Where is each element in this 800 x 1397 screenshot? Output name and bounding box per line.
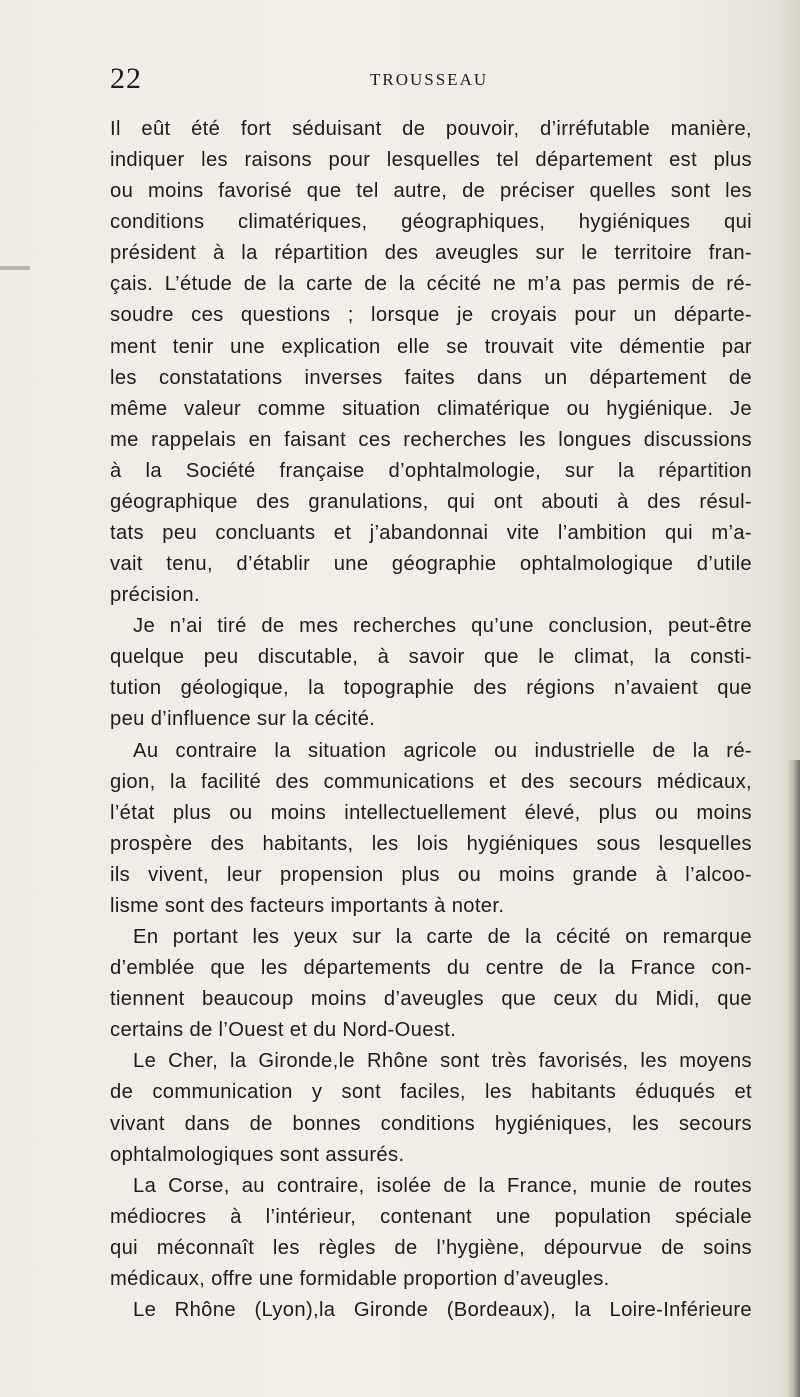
text-line: médiocres à l’intérieur, contenant une population spéciale <box>110 1205 752 1228</box>
text-line: certains de l’Ouest et du Nord-Ouest. <box>110 1019 457 1042</box>
text-line: soudre ces questions ; lorsque je croyais pour un départe- <box>110 304 752 327</box>
text-line: tution géologique, la topographie des régions n’avaient que <box>110 677 752 700</box>
text-line: vait tenu, d’établir une géographie ophtalmologique d’utile <box>110 553 752 576</box>
text-line: çais. L’étude de la carte de la cécité ne m’a pas permis de ré- <box>110 273 752 296</box>
text-line: même valeur comme situation climatérique ou hygiénique. Je <box>110 397 752 420</box>
text-line: l’état plus ou moins intellectuellement élevé, plus ou moins <box>110 801 752 824</box>
text-line: vivant dans de bonnes conditions hygiéniques, les secours <box>110 1112 752 1135</box>
running-head: TROUSSEAU <box>370 70 489 89</box>
text-line: président à la répartition des aveugles sur le territoire fran- <box>110 242 752 265</box>
text-line: ils vivent, leur propension plus ou moins grande à l’alcoo- <box>110 863 752 886</box>
text-line: ophtalmologiques sont assurés. <box>110 1143 405 1166</box>
text-line: me rappelais en faisant ces recherches les longues discussions <box>110 428 752 451</box>
text-line: tats peu concluants et j’abandonnai vite l’ambition qui m’a- <box>110 522 752 545</box>
text-line: peu d’influence sur la cécité. <box>110 708 376 731</box>
text-line: de communication y sont faciles, les habitants éduqués et <box>110 1081 752 1104</box>
text-line: En portant les yeux sur la carte de la cécité on remarque <box>133 926 752 949</box>
page-header <box>110 62 710 102</box>
text-line: quelque peu discutable, à savoir que le climat, la consti- <box>110 646 752 669</box>
text-line: ment tenir une explication elle se trouvait vite démentie par <box>110 335 752 358</box>
text-line: ou moins favorisé que tel autre, de préciser quelles sont les <box>110 180 752 203</box>
body-text <box>110 114 752 1326</box>
text-line: Le Cher, la Gironde,le Rhône sont très favorisés, les moyens <box>133 1050 752 1073</box>
text-line: les constatations inverses faites dans un département de <box>110 366 752 389</box>
text-line: gion, la facilité des communications et des secours médicaux, <box>110 770 752 793</box>
text-line: indiquer les raisons pour lesquelles tel département est plus <box>110 149 752 172</box>
text-line: géographique des granulations, qui ont abouti à des résul- <box>110 490 752 513</box>
text-line: La Corse, au contraire, isolée de la France, munie de routes <box>133 1174 752 1197</box>
page-edge-shadow <box>786 760 800 1397</box>
page-number: 22 <box>110 62 142 95</box>
text-line: qui méconnaît les règles de l’hygiène, dépourvue de soins <box>110 1236 752 1259</box>
text-line: Au contraire la situation agricole ou industrielle de la ré- <box>133 739 752 762</box>
text-line: médicaux, offre une formidable proportion d’aveugles. <box>110 1267 610 1290</box>
text-line: Je n’ai tiré de mes recherches qu’une conclusion, peut-être <box>133 615 752 638</box>
text-line: précision. <box>110 584 200 607</box>
text-line: conditions climatériques, géographiques, hygiéniques qui <box>110 211 752 234</box>
margin-mark <box>0 266 30 270</box>
text-line: prospère des habitants, les lois hygiéniques sous lesquelles <box>110 832 752 855</box>
text-line: à la Société française d’ophtalmologie, sur la répartition <box>110 459 752 482</box>
text-line: lisme sont des facteurs importants à noter. <box>110 894 505 917</box>
text-line: tiennent beaucoup moins d’aveugles que ceux du Midi, que <box>110 988 752 1011</box>
text-line: Le Rhône (Lyon),la Gironde (Bordeaux), la Loire-Inférieure <box>133 1298 752 1321</box>
text-line: Il eût été fort séduisant de pouvoir, d’irréfutable manière, <box>110 118 752 140</box>
text-line: d’emblée que les départements du centre de la France con- <box>110 957 752 980</box>
